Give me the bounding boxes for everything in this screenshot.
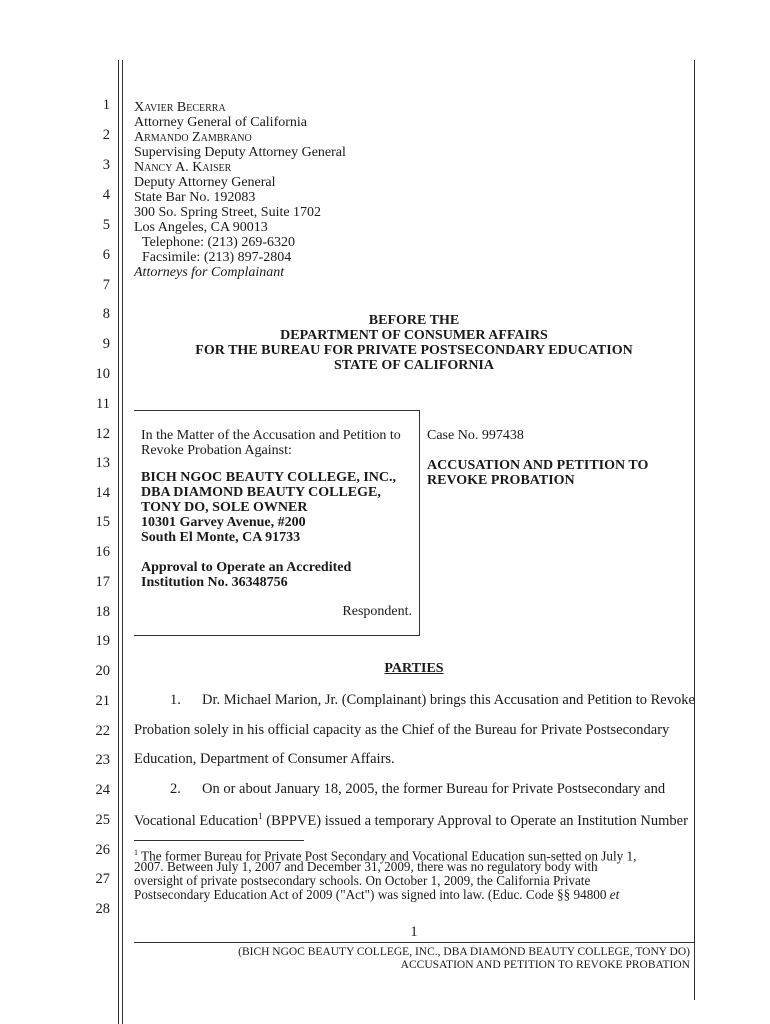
- line-number: 21: [95, 693, 110, 709]
- footnote-text: 2007. Between July 1, 2007 and December 31, 2009, there was no regulatory body with: [134, 859, 598, 874]
- paragraph-text: Education, Department of Consumer Affairs.: [134, 751, 395, 767]
- respondent-address: 10301 Garvey Avenue, #200: [141, 515, 306, 530]
- right-margin-rule: [694, 60, 695, 1000]
- footer-rule: [134, 942, 694, 943]
- paragraph-text-segment: (BPPVE) issued a temporary Approval to Operate an Institution Number: [262, 812, 688, 829]
- attorneys-role: Attorneys for Complainant: [134, 265, 285, 280]
- footnote-text: oversight of private postsecondary schools. On October 1, 2009, the California Private: [134, 873, 591, 888]
- paragraph-text: On or about January 18, 2005, the former Bureau for Private Postsecondary and: [202, 781, 666, 797]
- document-title: REVOKE PROBATION: [427, 473, 575, 488]
- line-number: 24: [95, 782, 110, 798]
- respondent-city: South El Monte, CA 91733: [141, 530, 301, 545]
- line-number: 8: [102, 306, 110, 322]
- line-number: 6: [102, 247, 110, 263]
- paragraph-text: [134, 811, 688, 830]
- line-number: 26: [95, 842, 110, 858]
- attorney-name: Nancy A. Kaiser: [134, 160, 232, 175]
- footnote-marker: 1: [134, 848, 138, 857]
- line-number: 12: [95, 426, 110, 442]
- line-number: 10: [95, 366, 110, 382]
- paragraph-text: Dr. Michael Marion, Jr. (Complainant) brings this Accusation and Petition to Revoke: [202, 692, 695, 708]
- section-heading-parties: PARTIES: [384, 661, 444, 676]
- document-title: ACCUSATION AND PETITION TO: [427, 458, 649, 473]
- telephone: Telephone: (213) 269-6320: [142, 235, 295, 250]
- footnote-separator: [134, 840, 304, 841]
- attorney-name: Xavier Becerra: [134, 100, 226, 115]
- heading-line: STATE OF CALIFORNIA: [334, 358, 494, 373]
- attorney-title: Deputy Attorney General: [134, 175, 276, 190]
- line-number: 16: [95, 544, 110, 560]
- matter-text: Revoke Probation Against:: [141, 443, 292, 458]
- line-number: 4: [102, 187, 110, 203]
- attorney-title: Attorney General of California: [134, 115, 307, 130]
- line-number: 28: [95, 901, 110, 917]
- approval-number: Institution No. 36348756: [141, 575, 288, 590]
- line-number: 9: [102, 336, 110, 352]
- line-number: 11: [96, 396, 110, 412]
- left-margin-rule-inner: [122, 60, 123, 1024]
- line-number: 18: [95, 604, 110, 620]
- heading-line: FOR THE BUREAU FOR PRIVATE POSTSECONDARY EDUCATION: [195, 343, 633, 358]
- footnote-reference[interactable]: 1: [258, 811, 263, 821]
- paragraph-text: Probation solely in his official capacity as the Chief of the Bureau for Private Postsecondary: [134, 722, 670, 738]
- state-bar-number: State Bar No. 192083: [134, 190, 256, 205]
- line-number: 14: [95, 485, 110, 501]
- paragraph-text-segment: Vocational Education: [134, 812, 259, 829]
- footnote-segment: The former Bureau for Private Post Secondary and Vocational Education sun-setted on July 1,: [138, 848, 637, 864]
- approval-text: Approval to Operate an Accredited: [141, 560, 352, 575]
- respondent-name: DBA DIAMOND BEAUTY COLLEGE,: [141, 485, 381, 500]
- heading-line: DEPARTMENT OF CONSUMER AFFAIRS: [280, 328, 548, 343]
- respondent-owner: TONY DO, SOLE OWNER: [141, 500, 308, 515]
- paragraph-number: 1.: [170, 692, 181, 708]
- street-address: 300 So. Spring Street, Suite 1702: [134, 205, 322, 220]
- line-number: 17: [95, 574, 110, 590]
- respondent-label: Respondent.: [342, 604, 412, 619]
- line-number: 7: [102, 277, 110, 293]
- city-address: Los Angeles, CA 90013: [134, 220, 268, 235]
- line-number: 3: [102, 157, 110, 173]
- heading-line: BEFORE THE: [368, 313, 460, 328]
- case-number: Case No. 997438: [427, 428, 524, 443]
- paragraph-number: 2.: [170, 781, 181, 797]
- line-number: 22: [95, 723, 110, 739]
- line-number: 2: [102, 127, 110, 143]
- line-number: 15: [95, 514, 110, 530]
- footnote-segment: Postsecondary Education Act of 2009 ("Act") was signed into law. (Educ. Code §§ 94800: [134, 887, 610, 902]
- line-number: 23: [95, 752, 110, 768]
- footnote-italic: et: [609, 887, 620, 902]
- footer-caption: ACCUSATION AND PETITION TO REVOKE PROBATION: [400, 959, 690, 971]
- caption-divider: [419, 410, 420, 636]
- left-margin-rule: [118, 60, 119, 1024]
- respondent-name: BICH NGOC BEAUTY COLLEGE, INC.,: [141, 470, 397, 485]
- footer-caption: (BICH NGOC BEAUTY COLLEGE, INC., DBA DIAMOND BEAUTY COLLEGE, TONY DO): [238, 946, 690, 958]
- facsimile: Facsimile: (213) 897-2804: [142, 250, 292, 265]
- caption-top-rule: [134, 410, 420, 411]
- attorney-name: Armando Zambrano: [134, 130, 252, 145]
- line-number: 25: [95, 812, 110, 828]
- footnote-text: [134, 888, 619, 902]
- caption-bottom-rule: [134, 635, 420, 636]
- line-number: 13: [95, 455, 110, 471]
- page-number: 1: [410, 924, 418, 940]
- attorney-title: Supervising Deputy Attorney General: [134, 145, 346, 160]
- line-number: 1: [102, 97, 110, 113]
- line-number: 5: [102, 217, 110, 233]
- line-number: 20: [95, 663, 110, 679]
- line-number: 27: [95, 871, 110, 887]
- matter-text: In the Matter of the Accusation and Petition to: [141, 428, 401, 443]
- line-number: 19: [95, 633, 110, 649]
